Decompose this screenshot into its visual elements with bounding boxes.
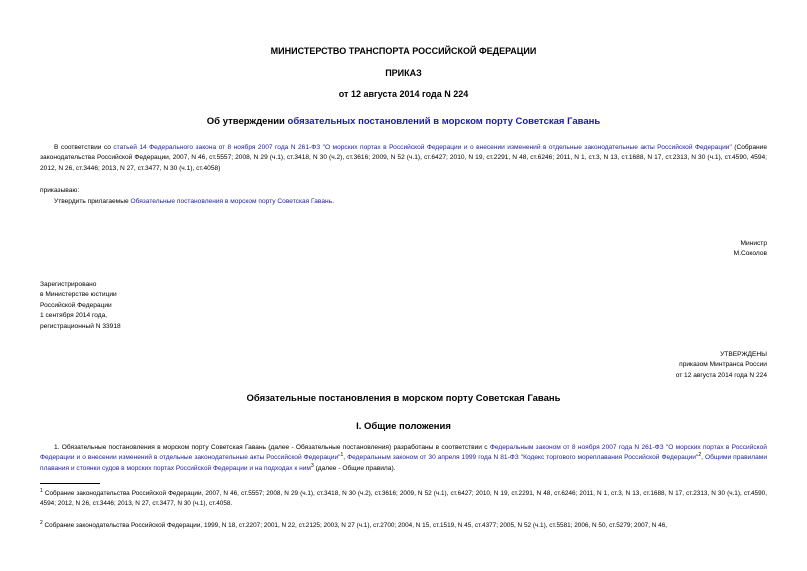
preamble-text-start: В соответствии со	[54, 144, 114, 151]
footnote-mark[interactable]: 3	[310, 462, 314, 469]
clause-1-sep: ,	[701, 454, 705, 462]
rules-title: Обязательные постановления в морском порту Советская Гавань	[246, 393, 561, 404]
approval-line: приказом Минтранса России	[679, 361, 767, 369]
maritime-code-link[interactable]: Федеральным законом от 30 апреля 1999 года N 81-ФЗ "Кодекс торгового мореплавания Российской Федерации"	[347, 454, 699, 462]
approve-paragraph	[54, 197, 334, 207]
signature-name: М.Соколов	[733, 250, 767, 257]
ministry-heading: МИНИСТЕРСТВО ТРАНСПОРТА РОССИЙСКОЙ ФЕДЕРАЦИИ	[270, 46, 537, 56]
order-title-link[interactable]: обязательных постановлений в морском порту Советская Гавань	[287, 116, 601, 127]
ports-law-link[interactable]: Федеральным законом от 8 ноября 2007 года N 261-ФЗ "О морских портах в Российской Федерации и о внесении изменений в отдельные законодательные акты Российской Федерации"	[40, 444, 767, 462]
clause-1-start: 1. Обязательные постановления в морском порту Советская Гавань (далее - Обязательные постановления) разработаны в соответствии с	[54, 444, 490, 451]
doc-type-heading: ПРИКАЗ	[385, 68, 422, 78]
clause-1	[40, 443, 767, 474]
order-date-number: от 12 августа 2014 года N 224	[338, 89, 469, 99]
clause-1-sep: ,	[343, 454, 348, 462]
navigation-rules-link[interactable]: Общими правилами плавания и стоянки судов в морских портах Российской Федерации и на подходах к ним	[40, 454, 768, 472]
footnote-2-mark: 2	[40, 519, 43, 526]
preamble-paragraph	[40, 143, 767, 174]
footnote-2	[40, 521, 767, 531]
law-article-link[interactable]: статьей 14 Федерального закона от 8 ноября 2007 года N 261-ФЗ "О морских портах в Российской Федерации и о внесении изменений в отдельные законодательные акты Российской Федерации"	[113, 144, 732, 151]
approval-line: УТВЕРЖДЕНЫ	[720, 351, 767, 358]
clause-1-end: (далее - Общие правила).	[313, 464, 396, 472]
order-title	[0, 116, 807, 127]
registration-line: Российской Федерации	[40, 301, 112, 309]
footnote-divider	[40, 483, 100, 484]
approve-text-end: .	[332, 198, 334, 205]
approval-block	[676, 350, 767, 381]
registration-line: 1 сентября 2014 года,	[40, 312, 108, 320]
order-title-prefix: Об утверждении	[206, 116, 288, 127]
section-title: I. Общие положения	[356, 421, 451, 432]
signature-position: Министр	[740, 240, 767, 247]
footnote-2-text: Собрание законодательства Российской Федерации, 1999, N 18, ст.2207; 2001, N 22, ст.2125; 2003, N 27 (ч.1), ст.2700; 2004, N 15, ст.1519, N 45, ст.4377; 2005, N 52 (ч.1), ст.5581; 2006, N 50, ст.5279; 2007, N 46,	[42, 522, 668, 529]
rules-link[interactable]: Обязательные постановления в морском порту Советская Гавань	[130, 198, 333, 205]
registration-line: Зарегистрировано	[40, 281, 97, 288]
preamble-text-end: (Собрание законодательства Российской Федерации, 2007, N 46, ст.5557; 2008, N 29 (ч.1), ст.3418, N 30 (ч.2), ст.3616; 2009, N 52 (ч.1), ст.6427; 2010, N 19, ст.2291, N 48, ст.6246; 2011, N 1, ст.3, N 13, ст.1688, N 17, ст.2313, N 30 (ч.1), ст.4590, 4594; 2012, N 26, ст.3446; 2013, N 27, ст.3477, N 30 (ч.1), ст.4058)	[40, 144, 767, 172]
footnote-mark[interactable]: 1	[340, 452, 344, 459]
registration-line: регистрационный N 33918	[40, 322, 121, 330]
registration-line: в Министерстве юстиции	[40, 291, 117, 299]
registration-block	[40, 280, 121, 332]
approve-text-start: Утвердить прилагаемые	[54, 198, 131, 205]
approval-line: от 12 августа 2014 года N 224	[675, 371, 767, 379]
order-word: приказываю:	[40, 187, 80, 194]
footnote-mark[interactable]: 2	[698, 452, 702, 459]
footnote-1-text: Собрание законодательства Российской Федерации, 2007, N 46, ст.5557; 2008, N 29 (ч.1), ст.3418, N 30 (ч.2), ст.3616; 2009, N 52 (ч.1), ст.6427; 2010, N 19, ст.2291, N 48, ст.6246; 2011, N 1, ст.3, N 13, ст.1688, N 17, ст.2313, N 30 (ч.1), ст.4590, 4594; 2012, N 26, ст.3446; 2013, N 27, ст.3477, N 30 (ч.1), ст.4058.	[40, 490, 767, 508]
footnote-1-mark: 1	[40, 487, 43, 494]
footnote-1	[40, 489, 767, 510]
